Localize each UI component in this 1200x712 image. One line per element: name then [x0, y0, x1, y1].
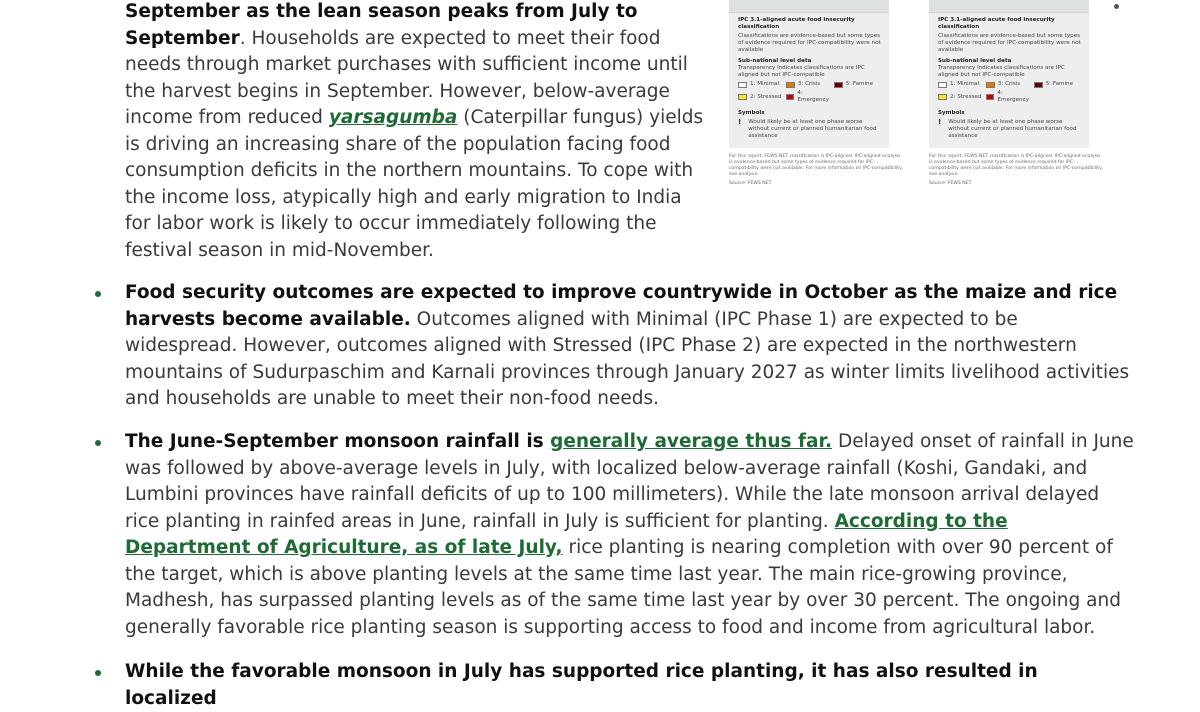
phase-label: 5: Famine	[845, 81, 874, 87]
phase-label: 2: Stressed	[950, 93, 982, 100]
legend-subnational-title: Sub-national level data	[738, 58, 812, 64]
legend-subnational-desc: Transparency indicates classifications are IPC aligned but not IPC-compatible	[938, 65, 1065, 78]
legend-phase-item	[738, 81, 786, 88]
department-agriculture-link[interactable]: According to the Department of Agriculture, as of late July,	[125, 510, 1008, 558]
exclamation-icon: !	[938, 118, 942, 126]
phase-swatch	[1034, 82, 1043, 88]
paragraph-lean-season	[125, 0, 710, 264]
paragraph-text-b: (Caterpillar fungus) yields is driving an increasing share of the population facing food consumption deficits in the northern mountains. To cope with the income loss, atypically high and early migration to India for labor work is likely to occur immediately following the festival season in mid-November.	[125, 107, 704, 261]
legend-symbols-title: Symbols	[938, 110, 965, 116]
bullet1-text: Outcomes aligned with Minimal (IPC Phase 1) are expected to be widespread. However, outcomes aligned with Stressed (IPC Phase 2) are expected in the northwestern mountains of Sudurpaschim and Karnali provinces through January 2027 as winter limits livelihood activities and households are unable to meet their non-food needs.	[125, 308, 1130, 409]
phase-label: 3: Crisis	[797, 81, 821, 87]
phase-swatch	[786, 94, 795, 100]
legend-symbol-row	[738, 119, 883, 140]
legend-phase-item	[1034, 81, 1082, 88]
map-source-right: Source: FEWS NET	[929, 181, 972, 186]
bullet3-bold: While the favorable monsoon in July has supported rice planting, it has also resulted in localized	[125, 661, 1038, 709]
legend-desc: Classifications are evidence-based but some types of evidence required for IPC-compatibility were not available	[738, 33, 881, 53]
bullet2-text-a: Delayed onset of rainfall in June was followed by above-average levels in July, with localized below-average rainfall (Koshi, Gandaki, and Lumbini provinces have rainfall deficits of up to 100 millimeters). While the late monsoon arrival delayed rice planting in rainfed areas in June, rainfall in July is sufficient for planting.	[125, 431, 1134, 532]
legend-phase-item	[738, 90, 786, 104]
phase-swatch	[738, 94, 747, 100]
bullet-dot	[95, 291, 101, 297]
bullet1-bold: Food security outcomes are expected to improve countrywide in October as the maize and rice harvests become available.	[125, 282, 1118, 330]
bullet-favorable-monsoon	[125, 659, 1135, 712]
exclamation-icon: !	[738, 118, 742, 126]
phase-swatch	[938, 82, 947, 88]
phase-swatch	[834, 82, 843, 88]
legend-symbol-row	[938, 119, 1083, 140]
legend-symbols-title: Symbols	[738, 110, 765, 116]
phase-label: 2: Stressed	[750, 93, 782, 100]
paragraph-text-a: . Households are expected to meet their food needs through market purchases with sufficient income until the harvest begins in September. However, below-average income from reduced	[125, 27, 688, 128]
map-marker-dot	[1114, 4, 1119, 9]
paragraph-bold-lead: September as the lean season peaks from July to September	[125, 1, 638, 49]
legend-title: IPC 3.1-aligned acute food insecurity classification	[938, 17, 1055, 30]
phase-label: 3: Crisis	[997, 81, 1021, 87]
bullet-monsoon-rainfall	[125, 429, 1135, 641]
phase-label: 1: Minimal	[750, 81, 780, 87]
phase-label: 1: Minimal	[950, 81, 980, 87]
bullet-dot	[95, 670, 101, 676]
legend-phase-item	[938, 81, 986, 88]
phase-swatch	[986, 94, 995, 100]
legend-title: IPC 3.1-aligned acute food insecurity classification	[738, 17, 855, 30]
legend-subnational-desc: Transparency indicates classifications are IPC aligned but not IPC-compatible	[738, 65, 865, 78]
phase-swatch	[938, 94, 947, 100]
bullet2-text-b: rice planting is nearing completion with over 90 percent of the target, which is above planting levels at the same time last year. The main rice-growing province, Madhesh, has surpassed planting levels as of the same time last year by over 30 percent. The ongoing and generally favorable rice planting season is supporting access to food and income from agricultural labor.	[125, 537, 1121, 638]
map-bottom-strip	[729, 0, 889, 13]
map-source-left: Source: FEWS NET	[729, 181, 772, 186]
phase-label: 4: Emergency	[797, 90, 829, 103]
bullet-dot	[95, 440, 101, 446]
monsoon-average-link[interactable]: generally average thus far.	[550, 431, 833, 452]
legend-phase-grid	[738, 81, 883, 106]
map-legend-right	[929, 0, 1089, 148]
phase-label: 4: Emergency	[997, 90, 1029, 103]
legend-desc: Classifications are evidence-based but some types of evidence required for IPC-compatibility were not available	[938, 33, 1081, 53]
legend-symbol-text: Would likely be at least one phase worse without current or planned humanitarian food assistance	[948, 119, 1077, 139]
legend-phase-item	[786, 90, 834, 104]
bullet2-bold: The June-September monsoon rainfall is	[125, 431, 551, 452]
legend-phase-item	[938, 90, 986, 104]
phase-label: 5: Famine	[1045, 81, 1074, 87]
legend-subnational-title: Sub-national level data	[938, 58, 1012, 64]
phase-swatch	[738, 82, 747, 88]
map-legend-left	[729, 0, 889, 148]
phase-swatch	[986, 82, 995, 88]
map-note-right: For this report, FEWS NET classification is IPC-aligned. IPC-aligned analysis is evidence-based but some types of evidence required for IPC-compatibility were not available. For more information on IPC-compatibility, see analysis.	[929, 154, 1104, 177]
bullet-food-security-outcomes	[125, 280, 1135, 413]
legend-phase-item	[986, 81, 1034, 88]
phase-swatch	[786, 82, 795, 88]
yarsagumba-link[interactable]: yarsagumba	[328, 107, 458, 128]
legend-phase-item	[834, 81, 882, 88]
legend-phase-item	[986, 90, 1034, 104]
legend-phase-item	[786, 81, 834, 88]
legend-symbol-text: Would likely be at least one phase worse without current or planned humanitarian food assistance	[748, 119, 877, 139]
map-note-left: For this report, FEWS NET classification is IPC-aligned. IPC-aligned analysis is evidence-based but some types of evidence required for IPC-compatibility were not available. For more information on IPC-compatibility, see analysis.	[729, 154, 904, 177]
map-bottom-strip	[929, 0, 1089, 13]
legend-phase-grid	[938, 81, 1083, 106]
